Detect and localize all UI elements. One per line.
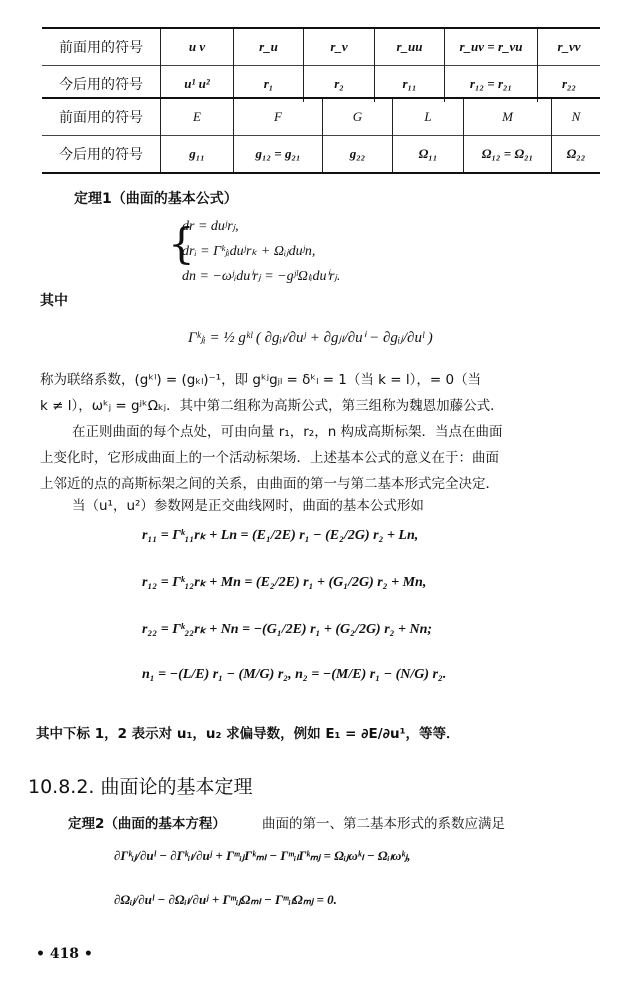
table-cell: r₁₂ = r₂₁ [445,66,538,103]
table-cell: u v [161,28,234,66]
where-label: 其中 [40,293,68,309]
table-row [42,136,600,174]
equation: dn = −ωʲᵢduⁱrⱼ = −gʲˡΩₗᵢduⁱrⱼ. [182,269,341,284]
paragraph-line: 上变化时，它形成曲面上的一个活动标架场．上述基本公式的意义在于：曲面 [40,450,499,466]
paragraph-line: k ≠ l），ωᵏⱼ = gʲᵏΩₖⱼ．其中第二组称为高斯公式，第三组称为魏恩加藤公式． [40,398,504,414]
theorem-2-title: 定理2（曲面的基本方程） [68,816,226,832]
table-cell: u¹ u² [161,66,234,103]
table-cell: g₁₂ = g₂₁ [234,136,323,174]
table-cell: r_vv [538,28,601,66]
row-label: 前面用的符号 [42,98,161,136]
brace: { [168,219,195,268]
table-cell: E [161,98,234,136]
theorem-1-title: 定理1（曲面的基本公式） [74,191,238,207]
equation: ∂Γᵏᵢⱼ/∂uˡ − ∂Γᵏᵢₗ/∂uʲ + ΓᵐᵢⱼΓᵏₘₗ − ΓᵐᵢₗΓᵏₘⱼ = Ωᵢⱼωᵏₗ − Ωᵢₗωᵏⱼ, [114,848,411,863]
table-cell: r_v [304,28,375,66]
table-cell: N [552,98,601,136]
table-cell: Ω₂₂ [552,136,601,174]
table-cell: G [323,98,393,136]
notation-table-2 [42,97,600,174]
table-row [42,98,600,136]
paragraph-line: 在正则曲面的每个点处，可由向量 r₁，r₂，n 构成高斯标架．当点在曲面 [72,424,503,440]
table-cell: Ω₁₁ [393,136,464,174]
table-cell: L [393,98,464,136]
table-cell: r₁ [234,66,304,103]
equation: n₁ = −(L/E) r₁ − (M/G) r₂, n₂ = −(M/E) r₁ − (N/G) r₂. [142,667,447,682]
christoffel-equation: Γᵏⱼᵢ = ½ gᵏˡ ( ∂gᵢₗ/∂uʲ + ∂gⱼₗ/∂uⁱ − ∂gᵢⱼ/∂uˡ ) [188,330,433,346]
table-cell: F [234,98,323,136]
table-cell: r_uv = r_vu [445,28,538,66]
theorem-2-text: 曲面的第一、第二基本形式的系数应满足 [262,816,505,832]
table-row [42,28,600,66]
row-label: 前面用的符号 [42,28,161,66]
table-cell: r₂₂ [538,66,601,103]
note: 其中下标 1，2 表示对 u₁，u₂ 求偏导数，例如 E₁ = ∂E/∂u¹，等等． [36,726,460,742]
equation: r₁₁ = Γᵏ₁₁rₖ + Ln = (E₁/2E) r₁ − (E₂/2G) r₂ + Ln, [142,528,419,543]
paragraph-line: 称为联络系数，(gᵏˡ) = (gₖₗ)⁻¹，即 gᵏʲgⱼₗ = δᵏₗ = 1（当 k = l），= 0（当 [40,372,482,388]
table-cell: r₁₁ [375,66,445,103]
row-label: 今后用的符号 [42,136,161,174]
table-cell: Ω₁₂ = Ω₂₁ [464,136,552,174]
section-heading: 10.8.2. 曲面论的基本定理 [28,776,253,798]
paragraph-line: 当（u¹，u²）参数网是正交曲线网时，曲面的基本公式形如 [72,498,424,514]
table-cell: r_u [234,28,304,66]
equation: dr = duʲrⱼ, [182,219,239,234]
equation: drᵢ = Γᵏⱼᵢduʲrₖ + Ωᵢⱼduʲn, [182,244,316,259]
table-cell: r_uu [375,28,445,66]
table-cell: r₂ [304,66,375,103]
table-cell: g₂₂ [323,136,393,174]
paragraph-line: 上邻近的点的高斯标架之间的关系，由曲面的第一与第二基本形式完全决定． [40,476,499,492]
equation: r₂₂ = Γᵏ₂₂rₖ + Nn = −(G₁/2E) r₁ + (G₂/2G) r₂ + Nn; [142,622,433,637]
table-cell: g₁₁ [161,136,234,174]
page-number: • 418 • [36,946,93,962]
row-label: 今后用的符号 [42,66,161,103]
equation: ∂Ωᵢⱼ/∂uˡ − ∂Ωᵢₗ/∂uʲ + ΓᵐᵢⱼΩₘₗ − ΓᵐᵢₗΩₘⱼ = 0. [114,892,337,907]
notation-table-1 [42,27,600,102]
table-cell: M [464,98,552,136]
equation: r₁₂ = Γᵏ₁₂rₖ + Mn = (E₂/2E) r₁ + (G₁/2G) r₂ + Mn, [142,575,427,590]
